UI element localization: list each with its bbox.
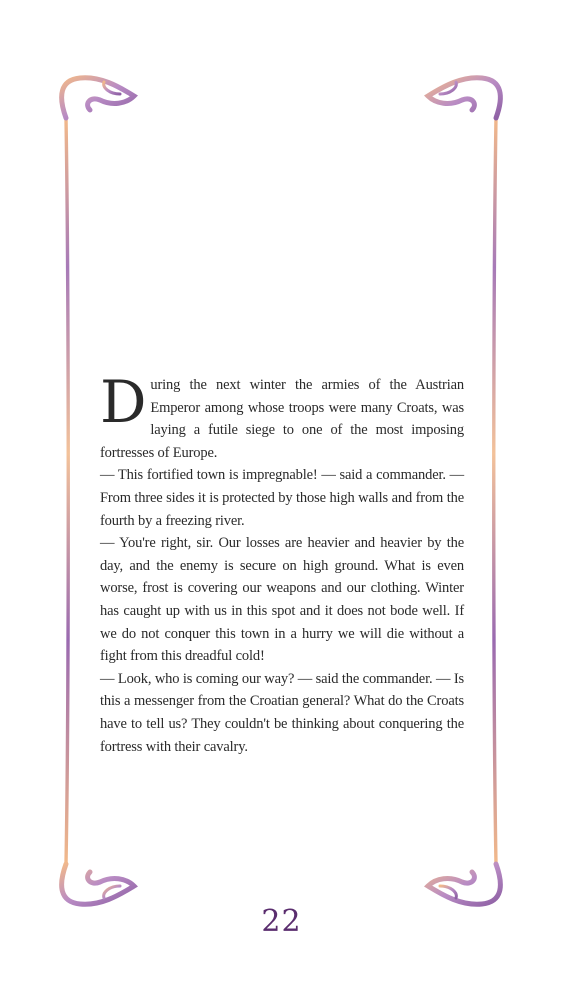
dialogue-line-3: — Look, who is coming our way? — said the commander. — Is this a messenger from the Croatian general? What do the Croats have to tell us? They couldn't be thinking about conquering the fortress with their cavalry.: [100, 670, 464, 755]
frame-corner-bottom-right: [428, 864, 500, 904]
frame-left-line: [66, 118, 68, 864]
frame-corner-top-left: [62, 78, 134, 118]
dialogue-line-1: — This fortified town is impregnable! — said a commander. — From three sides it is protected by those high walls and from the fourth by a freezing river.: [100, 467, 464, 529]
frame-corner-bottom-left: [62, 864, 134, 904]
frame-corner-top-right: [428, 78, 500, 118]
dialogue-line-2: — You're right, sir. Our losses are heavier and heavier by the day, and the enemy is secure on high ground. What is even worse, frost is covering our weapons and our clothing. Winter has caught up with us in this spot and it does not bode well. If we do not conquer this town in a hurry we will die without a fight from this dreadful cold!: [100, 535, 464, 665]
opening-paragraph: [100, 368, 464, 464]
frame-right-line: [494, 118, 496, 864]
opening-paragraph-text: uring the next winter the armies of the Austrian Emperor among whose troops were many Croats, was laying a futile siege to one of the most imposing fortresses of Europe.: [100, 377, 464, 461]
drop-cap: D: [100, 368, 147, 436]
page-number: 22: [261, 904, 302, 939]
story-text: [100, 368, 464, 758]
